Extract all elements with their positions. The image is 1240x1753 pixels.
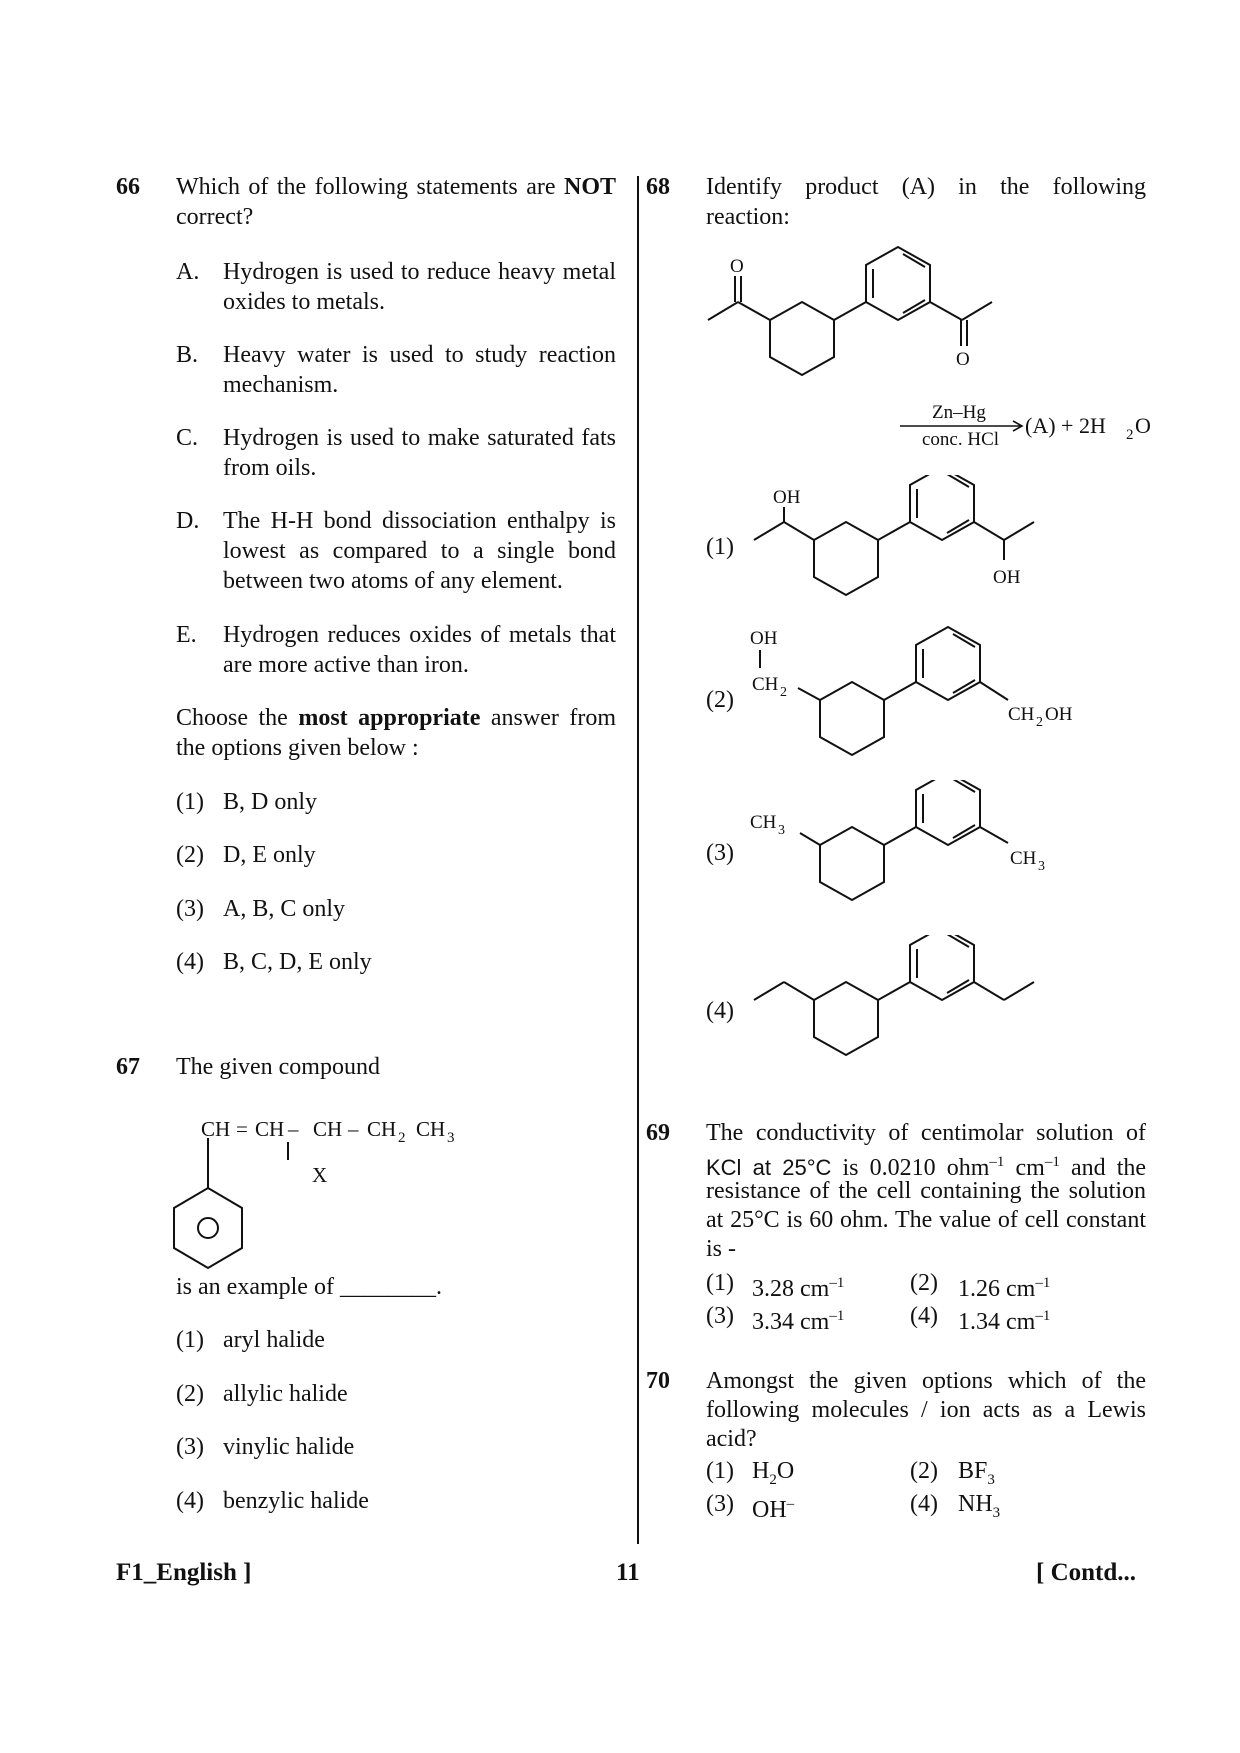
q67-option-text: vinylic halide (223, 1434, 355, 1460)
q66-stmt-label: A. (176, 259, 200, 285)
q68-number: 68 (646, 174, 670, 200)
q70-number: 70 (646, 1368, 670, 1394)
q68-stem: Identify product (A) in the following (706, 174, 1146, 200)
q67-option-num: (2) (176, 1381, 204, 1407)
q68-option-num: (4) (706, 998, 734, 1024)
q68-option-4-structure (740, 935, 1060, 1075)
q69-option-num: (2) (910, 1270, 938, 1296)
hydroxyl-label: OH (993, 567, 1021, 588)
q67-chain-sub: 2 (398, 1130, 406, 1146)
q68-option-num: (2) (706, 687, 734, 713)
footer-right: [ Contd... (1036, 1559, 1137, 1586)
q70-stem: Amongst the given options which of the (706, 1368, 1146, 1394)
q67-chain-dash: – (348, 1117, 359, 1141)
q69-stem: at 25°C is 60 ohm. The value of cell constant (706, 1207, 1146, 1233)
q67-tail: is an example of ________. (176, 1274, 442, 1300)
reagent-top: Zn–Hg (932, 402, 986, 423)
q67-option-text: aryl halide (223, 1327, 325, 1353)
oxygen-label: O (730, 256, 744, 277)
methylene-sub: 2 (780, 685, 787, 700)
q66-choose-cont: the options given below : (176, 735, 419, 761)
q67-chain-ch: CH (201, 1117, 231, 1141)
hydroxyl-label: OH (750, 628, 778, 649)
q69-stem: KCl at 25°C is 0.0210 ohm$^{-1}$ $cm^{-1}$ and the (706, 1154, 1147, 1181)
q66-option-num: (3) (176, 896, 204, 922)
q70-option-text: $NH_3$ (958, 1491, 1001, 1521)
q67-chain-ch: CH (416, 1117, 446, 1141)
q67-option-num: (1) (176, 1327, 204, 1353)
q68-option-num: (3) (706, 840, 734, 866)
water-sub: 2 (1126, 427, 1134, 443)
q66-stem: Which of the following statements are NOT (176, 174, 617, 200)
q68-option-3-structure (740, 780, 1060, 930)
q66-choose: Choose the most appropriate answer from (176, 705, 617, 731)
q67-chain-x: X (312, 1163, 328, 1187)
methylene-label: CH (1008, 704, 1035, 725)
q70-option-text: OH– (752, 1496, 795, 1523)
q69-stem: The conductivity of centimolar solution of (706, 1120, 1146, 1146)
q66-stmt-text: mechanism. (223, 372, 339, 398)
methyl-sub: 3 (1038, 859, 1045, 874)
q69-stem: resistance of the cell containing the solution (706, 1178, 1146, 1204)
q67-option-num: (3) (176, 1434, 204, 1460)
q66-stmt-text: oxides to metals. (223, 289, 385, 315)
q66-stmt-text: lowest as compared to a single bond (223, 538, 616, 564)
q70-stem: acid? (706, 1426, 757, 1452)
water-o: O (1135, 413, 1151, 438)
q66-stmt-text: Hydrogen reduces oxides of metals that (223, 622, 616, 648)
q69-option-text: 1.34 $cm^{-1}$ (958, 1308, 1051, 1335)
q69-option-num: (4) (910, 1303, 938, 1329)
q67-chain-ch: CH (255, 1117, 285, 1141)
q66-stem-cont: correct? (176, 204, 254, 230)
q66-stmt-label: C. (176, 425, 199, 451)
q70-option-num: (1) (706, 1458, 734, 1484)
q66-option-num: (1) (176, 789, 204, 815)
oxygen-label: O (956, 349, 970, 370)
q68-stem-cont: reaction: (706, 204, 790, 230)
product-label: (A) + 2H (1025, 413, 1106, 438)
q66-option-text: A, B, C only (223, 896, 346, 922)
q67-chain-eq: = (236, 1117, 248, 1141)
methyl-label: CH (1010, 848, 1037, 869)
hydroxyl-label: OH (1045, 704, 1073, 725)
q70-option-num: (2) (910, 1458, 938, 1484)
q66-stmt-text: Hydrogen is used to reduce heavy metal (223, 259, 616, 285)
q67-option-text: benzylic halide (223, 1488, 369, 1514)
q68-option-1-structure (740, 475, 1060, 615)
q66-number: 66 (116, 174, 140, 200)
q69-option-text: 3.28 $cm^{-1}$ (752, 1275, 845, 1302)
q66-stmt-text: The H-H bond dissociation enthalpy is (223, 508, 616, 534)
reagent-bottom: conc. HCl (922, 429, 1000, 450)
q70-option-num: (4) (910, 1491, 938, 1517)
q70-option-num: (3) (706, 1491, 734, 1517)
q69-stem: is - (706, 1236, 736, 1262)
footer-left: F1_English ] (116, 1559, 252, 1586)
q70-option-text: $BF_3$ (958, 1458, 995, 1488)
q66-stmt-text: Heavy water is used to study reaction (223, 342, 616, 368)
column-divider (637, 176, 639, 1544)
q66-stmt-label: B. (176, 342, 199, 368)
q67-chain-ch: CH (313, 1117, 343, 1141)
q67-chain-ch: CH (367, 1117, 397, 1141)
methylene-sub: 2 (1036, 715, 1043, 730)
page-number: 11 (616, 1559, 640, 1586)
q67-chain-dash: – (288, 1117, 299, 1141)
methyl-label: CH (750, 812, 777, 833)
q66-option-text: B, D only (223, 789, 318, 815)
q67-number: 67 (116, 1054, 140, 1080)
q68-reaction-arrow (896, 398, 1186, 454)
q67-stem: The given compound (176, 1054, 380, 1080)
q67-chain-sub: 3 (447, 1130, 455, 1146)
q68-option-num: (1) (706, 534, 734, 560)
q66-stmt-text: are more active than iron. (223, 652, 469, 678)
q66-stmt-text: Hydrogen is used to make saturated fats (223, 425, 616, 451)
q66-stmt-label: D. (176, 508, 200, 534)
q67-option-text: allylic halide (223, 1381, 348, 1407)
q69-option-text: 1.26 $cm^{-1}$ (958, 1275, 1051, 1302)
hydroxyl-label: OH (773, 487, 801, 508)
q67-option-num: (4) (176, 1488, 204, 1514)
methyl-sub: 3 (778, 823, 785, 838)
q66-stmt-label: E. (176, 622, 197, 648)
answer-blank: ________. (339, 1274, 442, 1300)
q66-option-text: D, E only (223, 842, 316, 868)
q68-option-2-structure (740, 620, 1100, 770)
q68-reactant-structure (690, 240, 1010, 380)
q66-option-num: (4) (176, 949, 204, 975)
q69-option-num: (1) (706, 1270, 734, 1296)
q66-option-num: (2) (176, 842, 204, 868)
methylene-label: CH (752, 674, 779, 695)
q69-option-num: (3) (706, 1303, 734, 1329)
q69-option-text: 3.34 $cm^{-1}$ (752, 1308, 845, 1335)
q66-option-text: B, C, D, E only (223, 949, 372, 975)
q70-stem: following molecules / ion acts as a Lewis (706, 1397, 1146, 1423)
q66-stmt-text: between two atoms of any element. (223, 568, 563, 594)
q70-option-text: $H_2O$ (752, 1458, 795, 1488)
q66-stmt-text: from oils. (223, 455, 317, 481)
q69-number: 69 (646, 1120, 670, 1146)
q67-structure (160, 1100, 500, 1280)
